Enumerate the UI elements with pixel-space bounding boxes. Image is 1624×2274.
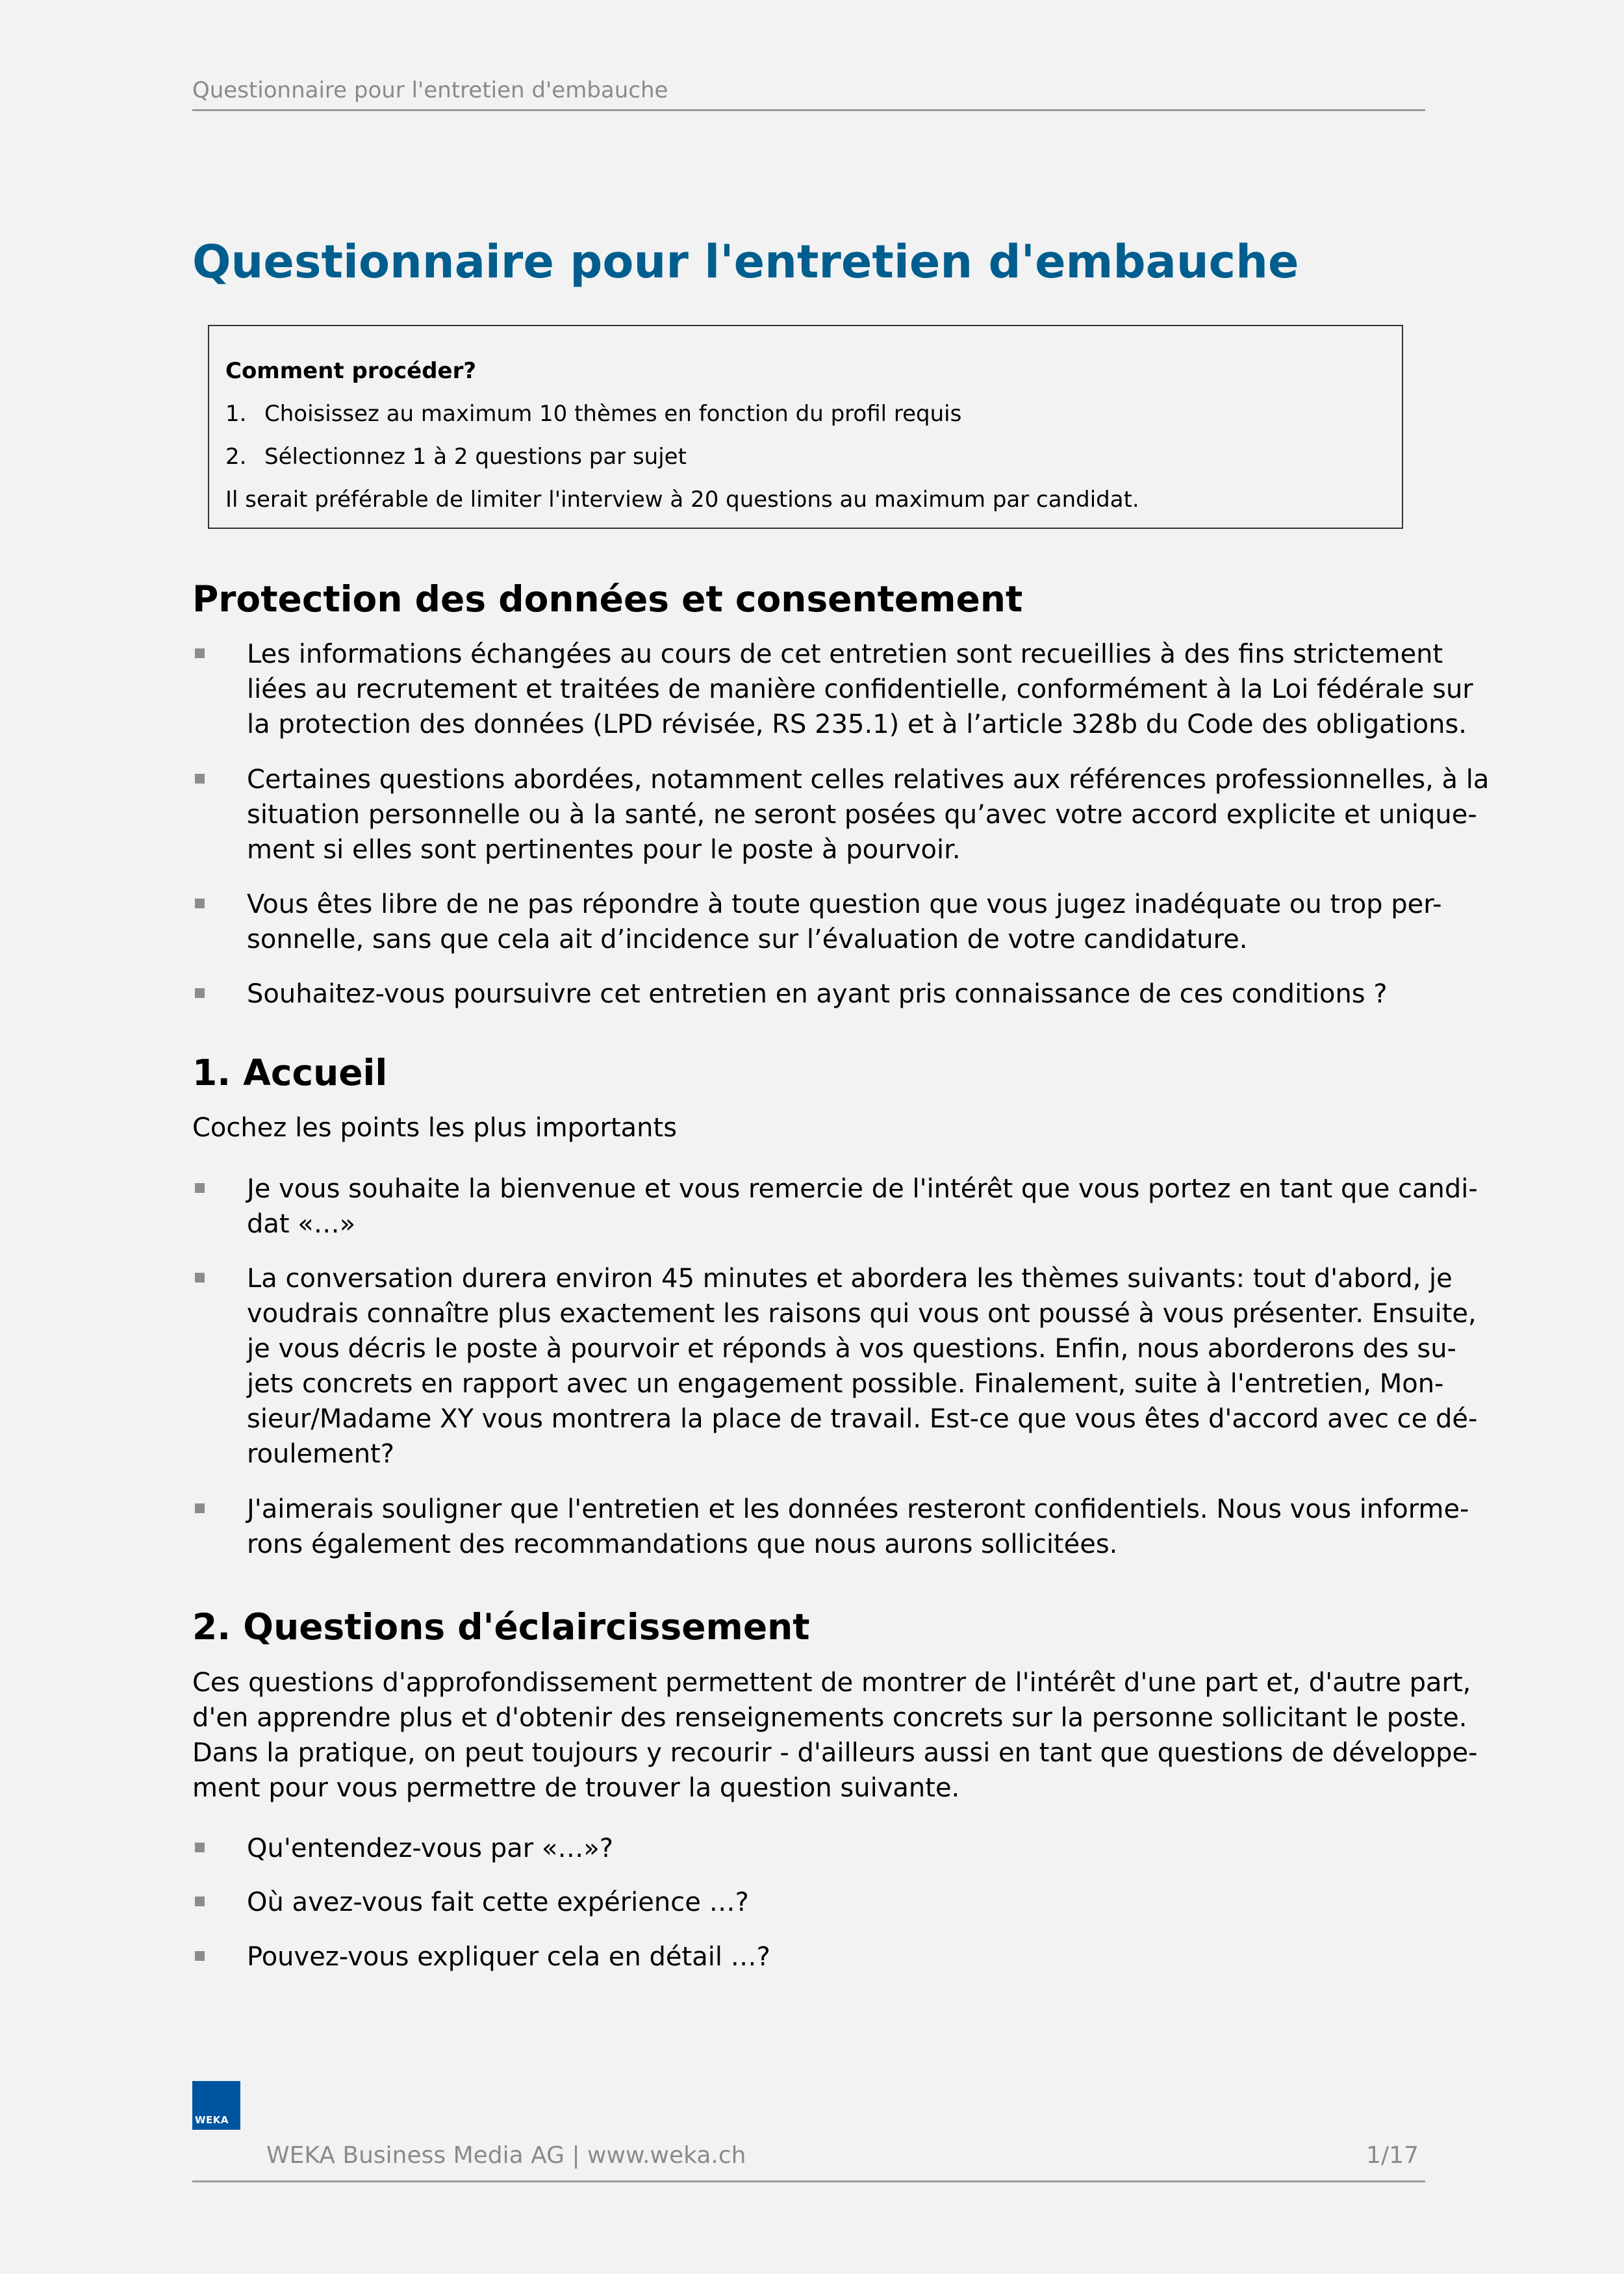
list-item xyxy=(192,637,1473,742)
text-line: Pouvez-vous expliquer cela en détail …? xyxy=(247,1942,770,1972)
text-line: d'en apprendre plus et d'obtenir des renseignements concrets sur la personne sollicitant le poste. xyxy=(192,1703,1467,1733)
bullet-square-icon xyxy=(195,1273,205,1283)
text-line: rons également des recommandations que nous aurons sollicitées. xyxy=(247,1529,1118,1559)
bullet-square-icon xyxy=(195,1951,205,1961)
text-line: la protection des données (LPD révisée, RS 235.1) et à l’article 328b du Code des obligations. xyxy=(247,709,1467,739)
instructions-heading: Comment procéder? xyxy=(225,358,477,384)
bullet-square-icon xyxy=(195,1897,205,1906)
document-title: Questionnaire pour l'entretien d'embauche xyxy=(192,235,1299,288)
text-line: voudrais connaître plus exactement les raisons qui vous ont poussé à vous présenter. Ensuite, xyxy=(247,1299,1477,1329)
bullet-square-icon xyxy=(195,1843,205,1852)
text-line: ment pour vous permettre de trouver la question suivante. xyxy=(192,1773,960,1803)
section-heading-protection: Protection des données et consentement xyxy=(192,578,1023,620)
instructions-step xyxy=(225,392,1389,435)
text-line: Vous êtes libre de ne pas répondre à toute question que vous jugez inadéquate ou trop per- xyxy=(247,889,1442,919)
list-item xyxy=(192,887,1442,957)
section-heading-eclaircissement: 2. Questions d'éclaircissement xyxy=(192,1606,810,1648)
text-line: Je vous souhaite la bienvenue et vous remercie de l'intérêt que vous portez en tant que candi- xyxy=(247,1174,1478,1204)
section-intro: Cochez les points les plus importants xyxy=(192,1113,678,1143)
bullet-square-icon xyxy=(195,648,205,658)
text-line: ment si elles sont pertinentes pour le poste à pourvoir. xyxy=(247,835,961,865)
list-item xyxy=(192,1831,1427,1866)
list-item xyxy=(192,1939,1427,1974)
logo-text: WEKA xyxy=(195,2114,229,2126)
section-paragraph xyxy=(192,1665,1478,1806)
text-line: jets concrets en rapport avec un engagement possible. Finalement, suite à l'entretien, Mon- xyxy=(247,1369,1444,1399)
list-item xyxy=(192,762,1490,867)
bullet-square-icon xyxy=(195,1183,205,1193)
text-line: Dans la pratique, on peut toujours y recourir - d'ailleurs aussi en tant que questions de développe- xyxy=(192,1738,1478,1768)
footer-rule xyxy=(192,2180,1425,2182)
bullet-square-icon xyxy=(195,988,205,998)
step-text: Sélectionnez 1 à 2 questions par sujet xyxy=(264,444,687,470)
text-line: sieur/Madame XY vous montrera la place de travail. Est-ce que vous êtes d'accord avec ce dé- xyxy=(247,1404,1478,1434)
text-line: sonnelle, sans que cela ait d’incidence sur l’évaluation de votre candidature. xyxy=(247,925,1248,954)
header-rule xyxy=(192,109,1425,111)
text-line: Qu'entendez-vous par «…»? xyxy=(247,1833,614,1863)
step-text: Choisissez au maximum 10 thèmes en fonction du profil requis xyxy=(264,401,962,427)
text-line: La conversation durera environ 45 minutes et abordera les thèmes suivants: tout d'abord, je xyxy=(247,1264,1453,1294)
list-item xyxy=(192,1492,1469,1562)
instructions-step xyxy=(225,435,1389,478)
list-item xyxy=(192,1261,1478,1472)
list-item xyxy=(192,1885,1427,1920)
text-line: Où avez-vous fait cette expérience …? xyxy=(247,1887,749,1917)
weka-logo-icon xyxy=(192,2081,240,2130)
list-item xyxy=(192,1171,1478,1242)
text-line: liées au recrutement et traitées de manière confidentielle, conformément à la Loi fédérale sur xyxy=(247,674,1473,704)
text-line: dat «…» xyxy=(247,1209,356,1239)
section-heading-accueil: 1. Accueil xyxy=(192,1052,388,1093)
text-line: je vous décris le poste à pourvoir et réponds à vos questions. Enfin, nous aborderons des su- xyxy=(247,1334,1456,1364)
text-line: roulement? xyxy=(247,1439,394,1469)
text-line: situation personnelle ou à la santé, ne seront posées qu’avec votre accord explicite et unique- xyxy=(247,800,1477,830)
running-header: Questionnaire pour l'entretien d'embauche xyxy=(192,77,668,103)
bullet-square-icon xyxy=(195,774,205,784)
bullet-square-icon xyxy=(195,899,205,908)
step-number: 1. xyxy=(225,401,247,427)
footer-publisher: WEKA Business Media AG | www.weka.ch xyxy=(266,2142,746,2169)
text-line: Certaines questions abordées, notamment celles relatives aux références professionnelles, à la xyxy=(247,765,1490,795)
text-line: Ces questions d'approfondissement permettent de montrer de l'intérêt d'une part et, d'autre part, xyxy=(192,1668,1471,1698)
list-item xyxy=(192,977,1427,1012)
instructions-note: Il serait préférable de limiter l'interview à 20 questions au maximum par candidat. xyxy=(225,487,1139,513)
text-line: J'aimerais souligner que l'entretien et les données resteront confidentiels. Nous vous informe- xyxy=(247,1494,1469,1524)
step-number: 2. xyxy=(225,444,247,470)
instructions-box xyxy=(208,325,1403,529)
text-line: Souhaitez-vous poursuivre cet entretien en ayant pris connaissance de ces conditions ? xyxy=(247,979,1388,1009)
page-number: 1/17 xyxy=(1366,2142,1419,2169)
bullet-square-icon xyxy=(195,1503,205,1513)
text-line: Les informations échangées au cours de cet entretien sont recueillies à des fins strictement xyxy=(247,639,1443,669)
